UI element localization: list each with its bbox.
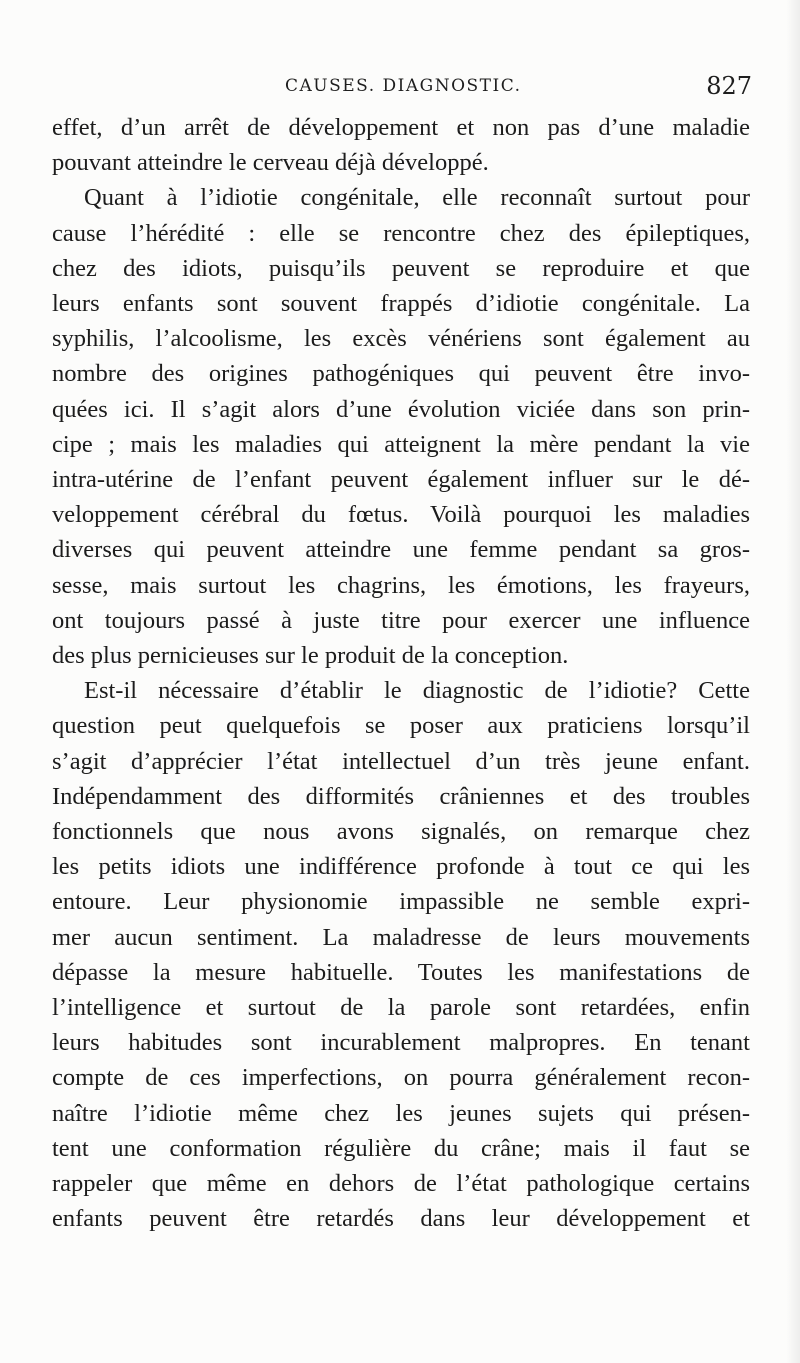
text-line: compte de ces imperfections, on pourra généralement recon- — [52, 1064, 750, 1092]
text-line: question peut quelquefois se poser aux praticiens lorsqu’il — [52, 712, 750, 740]
text-line: veloppement cérébral du fœtus. Voilà pourquoi les maladies — [52, 501, 750, 529]
paragraph-start-line: Est-il nécessaire d’établir le diagnostic de l’idiotie? Cette — [84, 677, 750, 705]
text-line: leurs enfants sont souvent frappés d’idiotie congénitale. La — [52, 290, 750, 318]
text-line: entoure. Leur physionomie impassible ne semble expri- — [52, 888, 750, 916]
text-line: quées ici. Il s’agit alors d’une évolution viciée dans son prin- — [52, 395, 750, 423]
paragraph-start-line: Quant à l’idiotie congénitale, elle reconnaît surtout pour — [84, 184, 750, 212]
text-line: mer aucun sentiment. La maladresse de leurs mouvements — [52, 923, 750, 951]
text-line: Indépendamment des difformités crâniennes et des troubles — [52, 782, 750, 810]
text-line: sesse, mais surtout les chagrins, les émotions, les frayeurs, — [52, 571, 750, 599]
text-line: chez des idiots, puisqu’ils peuvent se reproduire et que — [52, 254, 750, 282]
text-line: diverses qui peuvent atteindre une femme pendant sa gros- — [52, 536, 750, 564]
running-head: CAUSES. DIAGNOSTIC. — [285, 76, 522, 96]
text-line: ont toujours passé à juste titre pour exercer une influence — [52, 606, 750, 634]
text-line: leurs habitudes sont incurablement malpropres. En tenant — [52, 1029, 750, 1057]
text-line: s’agit d’apprécier l’état intellectuel d’un très jeune enfant. — [52, 747, 750, 775]
text-line: nombre des origines pathogéniques qui peuvent être invo- — [52, 360, 750, 388]
text-line: naître l’idiotie même chez les jeunes sujets qui présen- — [52, 1099, 750, 1127]
text-line: fonctionnels que nous avons signalés, on remarque chez — [52, 818, 750, 846]
text-line: les petits idiots une indifférence profonde à tout ce qui les — [52, 853, 750, 881]
text-line: cipe ; mais les maladies qui atteignent la mère pendant la vie — [52, 430, 750, 458]
text-line: l’intelligence et surtout de la parole sont retardées, enfin — [52, 994, 750, 1022]
text-line: des plus pernicieuses sur le produit de la conception. — [52, 642, 569, 670]
page-edge-shadow — [786, 0, 800, 1363]
page-header — [52, 72, 752, 106]
text-line: tent une conformation régulière du crâne; mais il faut se — [52, 1134, 750, 1162]
text-line: enfants peuvent être retardés dans leur développement et — [52, 1205, 750, 1233]
text-line: dépasse la mesure habituelle. Toutes les manifestations de — [52, 958, 750, 986]
text-line: rappeler que même en dehors de l’état pathologique certains — [52, 1170, 750, 1198]
text-line: intra-utérine de l’enfant peuvent également influer sur le dé- — [52, 466, 750, 494]
text-line: pouvant atteindre le cerveau déjà développé. — [52, 149, 489, 177]
text-line: effet, d’un arrêt de développement et non pas d’une maladie — [52, 114, 750, 141]
text-line: syphilis, l’alcoolisme, les excès vénériens sont également au — [52, 325, 750, 353]
body-text — [52, 110, 750, 1237]
page-number: 827 — [706, 72, 752, 100]
text-line: cause l’hérédité : elle se rencontre chez des épileptiques, — [52, 219, 750, 247]
